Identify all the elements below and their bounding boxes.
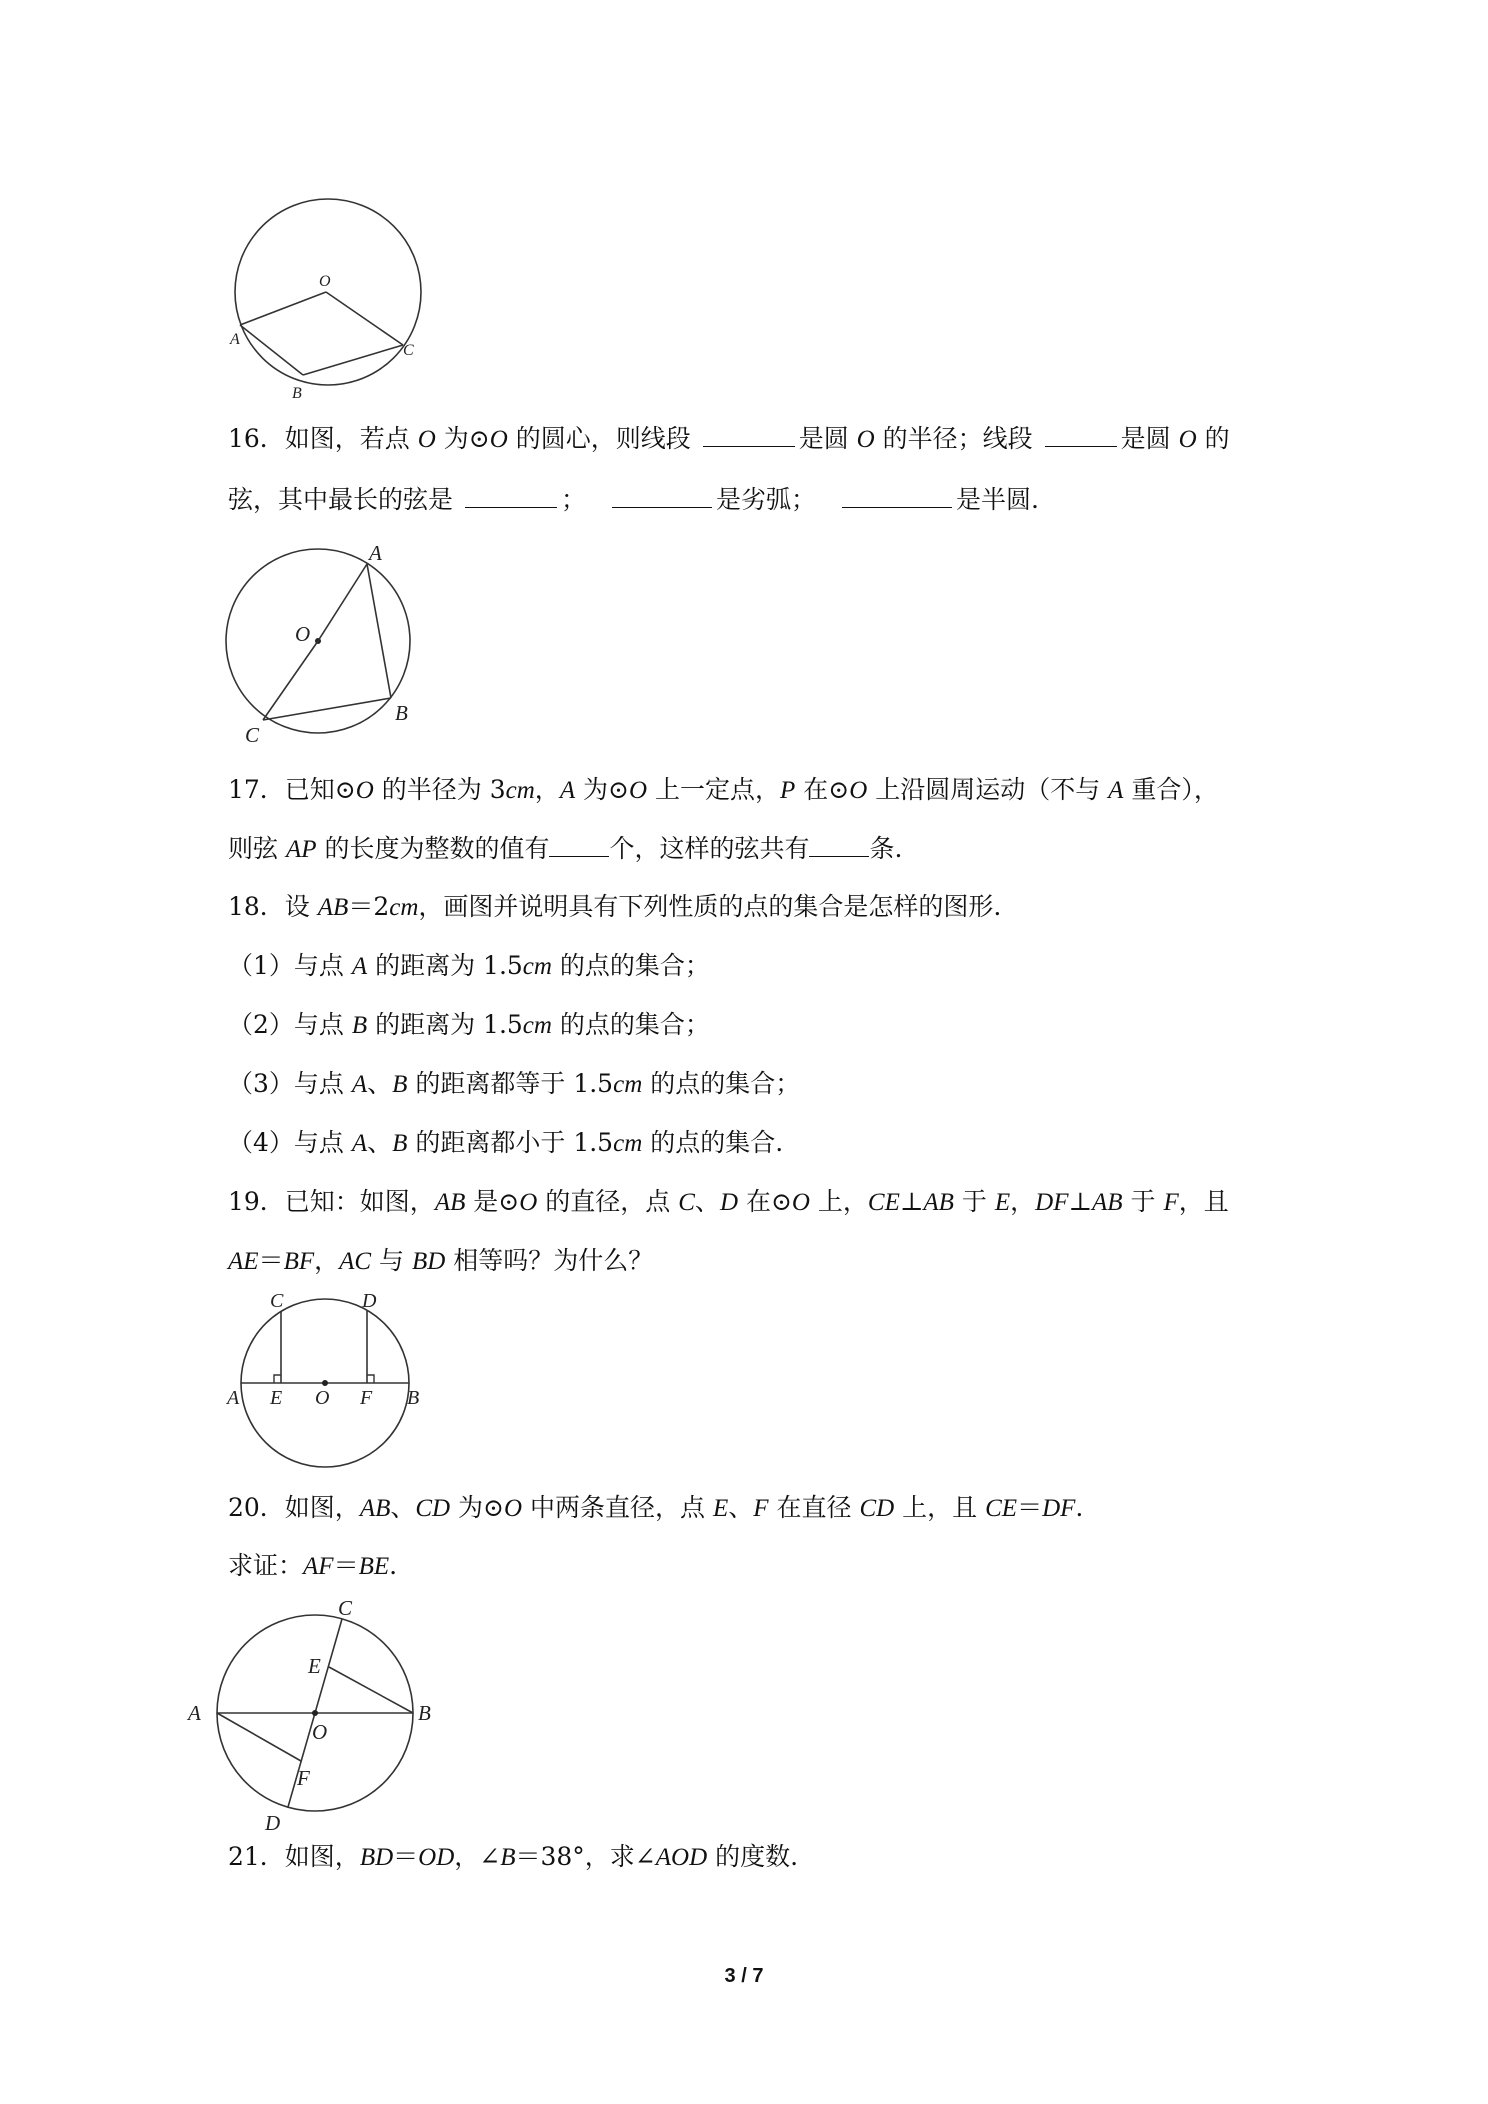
answer-blank[interactable] [809,834,869,857]
right-angle-e [274,1375,281,1383]
segment-be [329,1667,413,1713]
figure-two-diameters [180,1595,460,1835]
segment-bc [303,345,403,375]
label-a: A [188,1701,201,1725]
label-d: D [265,1811,281,1835]
segment-oa [240,292,326,325]
label-o: O [315,1387,330,1409]
label-f: F [360,1387,373,1409]
page-number: 3 / 7 [724,1965,764,1987]
label-b: B [418,1701,431,1725]
label-o: O [295,622,311,646]
answer-blank[interactable] [612,485,712,508]
answer-blank[interactable] [842,485,952,508]
figure-circle-oabc [225,195,435,400]
segment-cb [263,698,391,720]
q20-line1: 20．如图，AB、CD 为⊙O 中两条直径，点 E、F 在直径 CD 上，且 CE＝DF. [228,1493,1084,1522]
label-c: C [270,1290,284,1312]
answer-blank[interactable] [549,834,609,857]
segment-ab [240,325,303,375]
q18-stem: 18．设 AB＝2cm，画图并说明具有下列性质的点的集合是怎样的图形. [228,892,1002,921]
q17-line2: 则弦 AP 的长度为整数的值有 个，这样的弦共有 条. [228,834,903,863]
q16-line1: 16．如图，若点 O 为⊙O 的圆心，则线段 是圆 O 的半径；线段 是圆 O 的 [228,424,1230,453]
label-o: O [319,273,331,290]
answer-blank[interactable] [1045,424,1117,447]
center-dot [312,1710,318,1716]
segment-oa [318,564,367,641]
label-f: F [297,1766,310,1790]
label-b: B [407,1387,420,1409]
segment-oc [326,292,403,345]
circle [235,199,421,385]
label-c: C [245,723,260,747]
label-d: D [362,1290,377,1312]
right-angle-f [367,1375,374,1383]
label-c: C [403,342,414,359]
label-a: A [227,1387,240,1409]
label-b: B [395,701,408,725]
label-a: A [369,541,382,565]
label-c: C [338,1596,353,1620]
q17-line1: 17．已知⊙O 的半径为 3cm，A 为⊙O 上一定点，P 在⊙O 上沿圆周运动（不与 A 重合）， [228,775,1219,804]
answer-blank[interactable] [465,485,557,508]
figure-circle-oabc-2 [215,540,435,750]
q16-line2: 弦，其中最长的弦是 ； 是劣弧； 是半圆. [228,485,1039,514]
label-o: O [312,1720,328,1744]
q21-line1: 21．如图，BD＝OD，∠B＝38°，求∠AOD 的度数. [228,1842,799,1871]
q18-item-4: （4）与点 A、B 的距离都小于 1.5cm 的点的集合. [228,1128,784,1157]
q18-item-2: （2）与点 B 的距离为 1.5cm 的点的集合； [228,1010,710,1039]
answer-blank[interactable] [703,424,795,447]
figure-circle-perpendiculars [222,1290,432,1470]
q20-line2: 求证：AF＝BE. [228,1551,398,1580]
q18-item-1: （1）与点 A 的距离为 1.5cm 的点的集合； [228,951,710,980]
label-e: E [308,1654,321,1678]
label-b: B [292,385,302,400]
segment-oc [263,641,318,720]
label-e: E [270,1387,283,1409]
label-a: A [230,331,240,348]
segment-ab [367,564,391,698]
q19-line1: 19．已知：如图，AB 是⊙O 的直径，点 C、D 在⊙O 上，CE⊥AB 于 E，DF⊥AB 于 F，且 [228,1187,1229,1216]
q18-item-3: （3）与点 A、B 的距离都等于 1.5cm 的点的集合； [228,1069,801,1098]
segment-af [217,1713,301,1761]
q19-line2: AE＝BF，AC 与 BD 相等吗？为什么？ [228,1246,654,1275]
center-dot [322,1380,328,1386]
